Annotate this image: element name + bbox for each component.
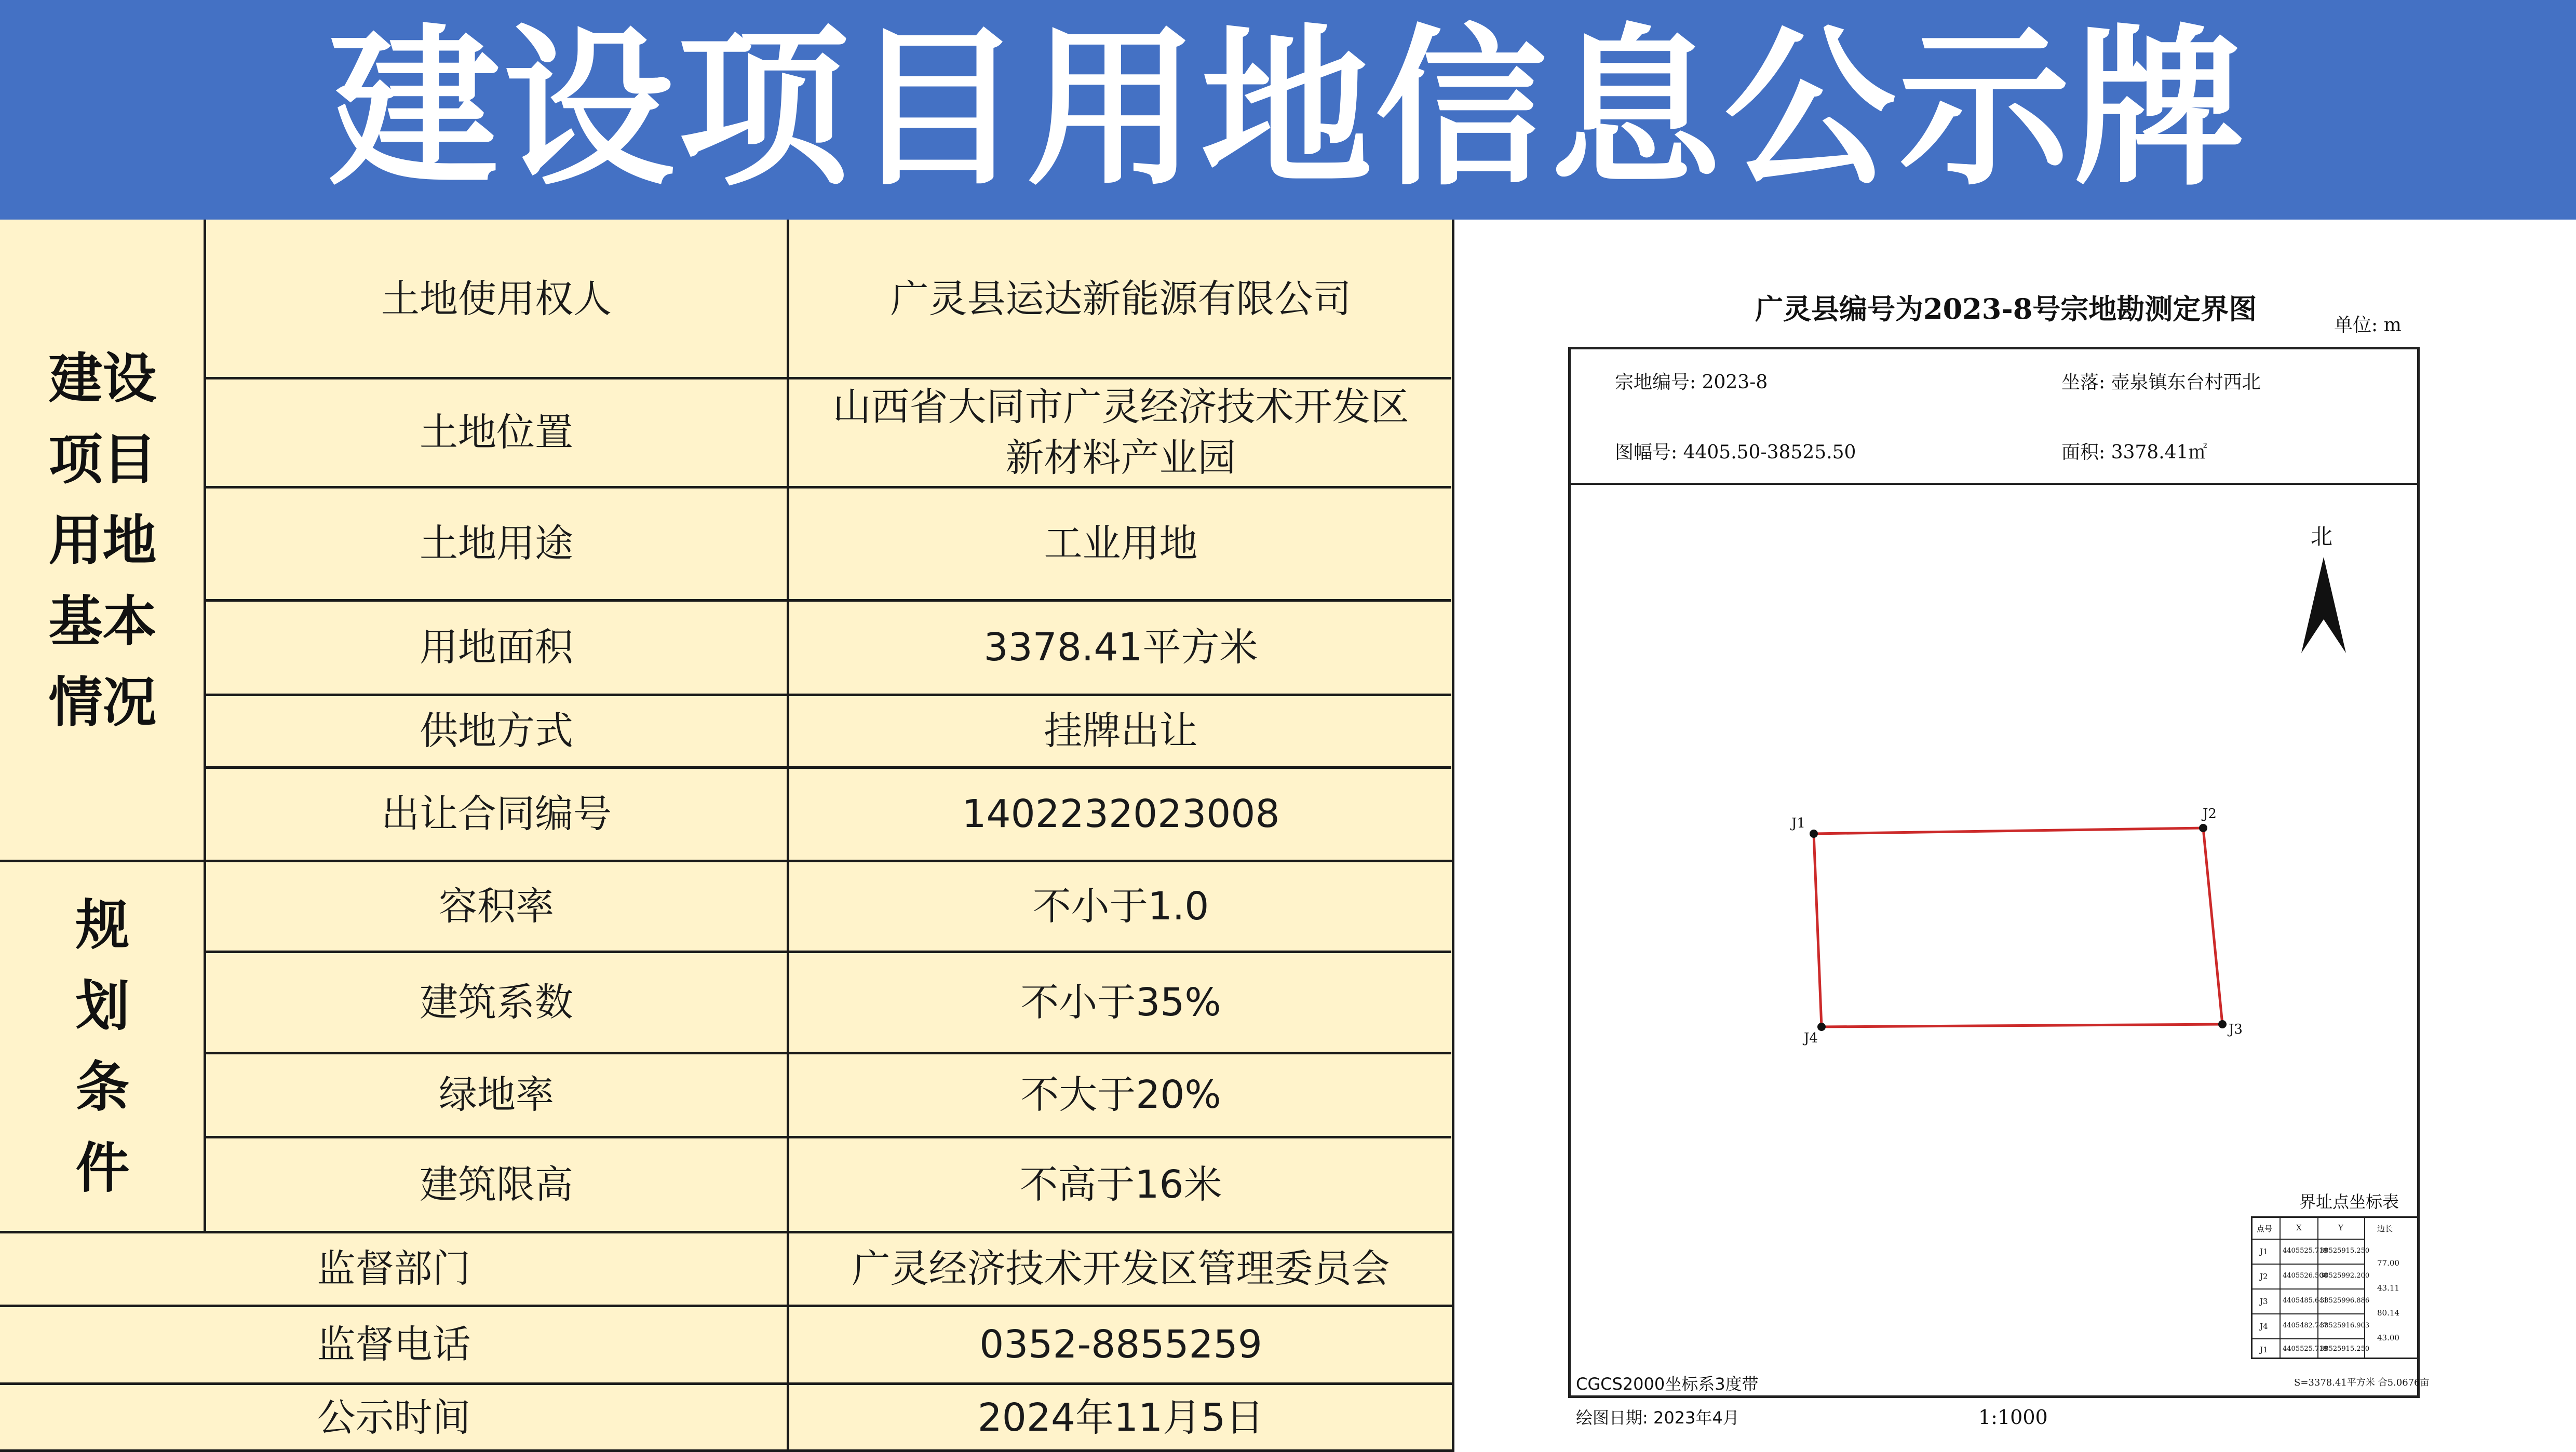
section-line: 基本 bbox=[48, 589, 157, 653]
grid-line bbox=[205, 599, 1451, 602]
row-label: 出让合同编号 bbox=[381, 792, 612, 836]
draw-date: 绘图日期: 2023年4月 bbox=[1576, 1408, 1739, 1428]
row-label: 建筑限高 bbox=[420, 1162, 573, 1207]
coord-cell: 4405525.719 bbox=[2283, 1247, 2328, 1255]
row-label: 监督部门 bbox=[317, 1246, 471, 1291]
section-line: 情况 bbox=[48, 670, 157, 734]
row-value: 0352-8855259 bbox=[979, 1322, 1262, 1367]
coord-cell: J1 bbox=[2260, 1247, 2268, 1256]
grid-line bbox=[205, 1052, 1451, 1054]
coord-header: X bbox=[2296, 1223, 2302, 1232]
section-line: 项目 bbox=[48, 427, 157, 491]
section-line: 用地 bbox=[48, 508, 157, 572]
row-label: 公示时间 bbox=[317, 1395, 471, 1440]
grid-line bbox=[0, 1449, 1454, 1452]
row-value: 不大于20% bbox=[1020, 1073, 1221, 1117]
coord-header: Y bbox=[2338, 1223, 2343, 1232]
row-label: 土地位置 bbox=[420, 410, 573, 455]
coord-table-footer: S=3378.41平方米 合5.0676亩 bbox=[2294, 1377, 2430, 1388]
grid-line bbox=[205, 1136, 1451, 1138]
boundary-point bbox=[1817, 1023, 1826, 1031]
row-value: 广灵县运达新能源有限公司 bbox=[890, 276, 1352, 321]
row-label: 供地方式 bbox=[420, 709, 573, 753]
coord-header: 点号 bbox=[2257, 1224, 2273, 1233]
coord-cell: 4405485.641 bbox=[2283, 1297, 2328, 1305]
grid-line bbox=[205, 951, 1451, 953]
north-label: 北 bbox=[2311, 524, 2333, 549]
row-value: 不小于1.0 bbox=[1032, 884, 1209, 929]
parcel-location: 坐落: 壶泉镇东台村西北 bbox=[2061, 372, 2261, 393]
grid-line bbox=[0, 1231, 1454, 1233]
row-label: 绿地率 bbox=[439, 1073, 554, 1117]
coord-cell: 38525915.250 bbox=[2320, 1345, 2370, 1353]
section-line: 划 bbox=[75, 974, 130, 1038]
boundary-point bbox=[2218, 1020, 2227, 1028]
coord-header: 边长 bbox=[2377, 1224, 2393, 1233]
coord-edge: 77.00 bbox=[2377, 1258, 2399, 1268]
coord-table-title: 界址点坐标表 bbox=[2299, 1192, 2399, 1212]
coord-cell: 38525916.903 bbox=[2320, 1322, 2370, 1329]
grid-line bbox=[205, 377, 1451, 379]
section-line: 建设 bbox=[48, 346, 157, 410]
coord-table bbox=[2251, 1216, 2420, 1359]
grid-line bbox=[0, 1305, 1454, 1307]
row-label: 监督电话 bbox=[317, 1322, 471, 1367]
map-title: 广灵县编号为2023-8号宗地勘测定界图 bbox=[1755, 292, 2257, 325]
section-planning bbox=[0, 861, 205, 1232]
banner-title: 建设项目用地信息公示牌 bbox=[328, 9, 2248, 209]
boundary-point bbox=[2199, 824, 2207, 832]
coord-edge: 43.11 bbox=[2377, 1283, 2399, 1293]
row-label: 建筑系数 bbox=[420, 980, 573, 1025]
grid-line bbox=[1452, 220, 1454, 1452]
grid-line bbox=[0, 1382, 1454, 1385]
grid-line bbox=[0, 860, 1454, 862]
row-label: 容积率 bbox=[439, 884, 554, 929]
row-value: 山西省大同市广灵经济技术开发区新材料产业园 bbox=[832, 385, 1409, 480]
section-basic-info bbox=[0, 220, 205, 861]
row-label: 土地使用权人 bbox=[381, 276, 612, 321]
coord-edge: 80.14 bbox=[2377, 1308, 2399, 1318]
row-value: 工业用地 bbox=[1044, 521, 1198, 566]
row-value: 不高于16米 bbox=[1019, 1162, 1222, 1207]
coord-cell: J1 bbox=[2260, 1345, 2268, 1354]
coord-cell: J2 bbox=[2260, 1272, 2268, 1281]
grid-line bbox=[204, 220, 206, 1232]
row-value: 3378.41平方米 bbox=[983, 625, 1258, 670]
coord-cell: 38525992.200 bbox=[2320, 1272, 2370, 1280]
map-scale: 1:1000 bbox=[1978, 1406, 2048, 1429]
section-line: 规 bbox=[75, 893, 130, 957]
section-line: 件 bbox=[75, 1136, 130, 1200]
map-unit: 单位: m bbox=[2334, 315, 2402, 336]
row-value: 2024年11月5日 bbox=[977, 1395, 1264, 1440]
coord-cell: 4405526.500 bbox=[2283, 1272, 2328, 1280]
grid-line bbox=[205, 486, 1451, 488]
boundary-point bbox=[1810, 830, 1818, 838]
grid-line bbox=[787, 220, 789, 1452]
point-label-j1: J1 bbox=[1791, 816, 1805, 831]
title-banner bbox=[0, 0, 2576, 220]
coord-cell: 4405525.719 bbox=[2283, 1345, 2328, 1353]
point-label-j4: J4 bbox=[1804, 1030, 1818, 1046]
grid-line bbox=[205, 694, 1451, 696]
coord-cell: 4405482.747 bbox=[2283, 1322, 2328, 1329]
row-value: 1402232023008 bbox=[962, 792, 1280, 836]
row-value: 挂牌出让 bbox=[1044, 709, 1198, 753]
row-value: 不小于35% bbox=[1020, 980, 1221, 1025]
section-line: 条 bbox=[75, 1055, 130, 1119]
coord-cell: 38525915.250 bbox=[2320, 1247, 2370, 1255]
row-label: 土地用途 bbox=[420, 521, 573, 566]
coord-cell: J4 bbox=[2260, 1322, 2268, 1331]
info-table bbox=[0, 220, 1454, 1452]
coord-edge: 43.00 bbox=[2377, 1333, 2399, 1342]
coord-cell: J3 bbox=[2260, 1297, 2268, 1306]
sheet-number: 图幅号: 4405.50-38525.50 bbox=[1615, 442, 1856, 463]
grid-line bbox=[205, 766, 1451, 769]
point-label-j3: J3 bbox=[2229, 1022, 2243, 1037]
row-label: 用地面积 bbox=[420, 625, 573, 670]
survey-map bbox=[1459, 220, 2576, 1452]
parcel-number: 宗地编号: 2023-8 bbox=[1615, 372, 1768, 393]
point-label-j2: J2 bbox=[2203, 806, 2217, 822]
parcel-area: 面积: 3378.41㎡ bbox=[2061, 442, 2207, 463]
coordinate-system: CGCS2000坐标系3度带 bbox=[1576, 1374, 1759, 1394]
coord-cell: 38525996.886 bbox=[2320, 1297, 2370, 1305]
row-value: 广灵经济技术开发区管理委员会 bbox=[852, 1246, 1390, 1291]
